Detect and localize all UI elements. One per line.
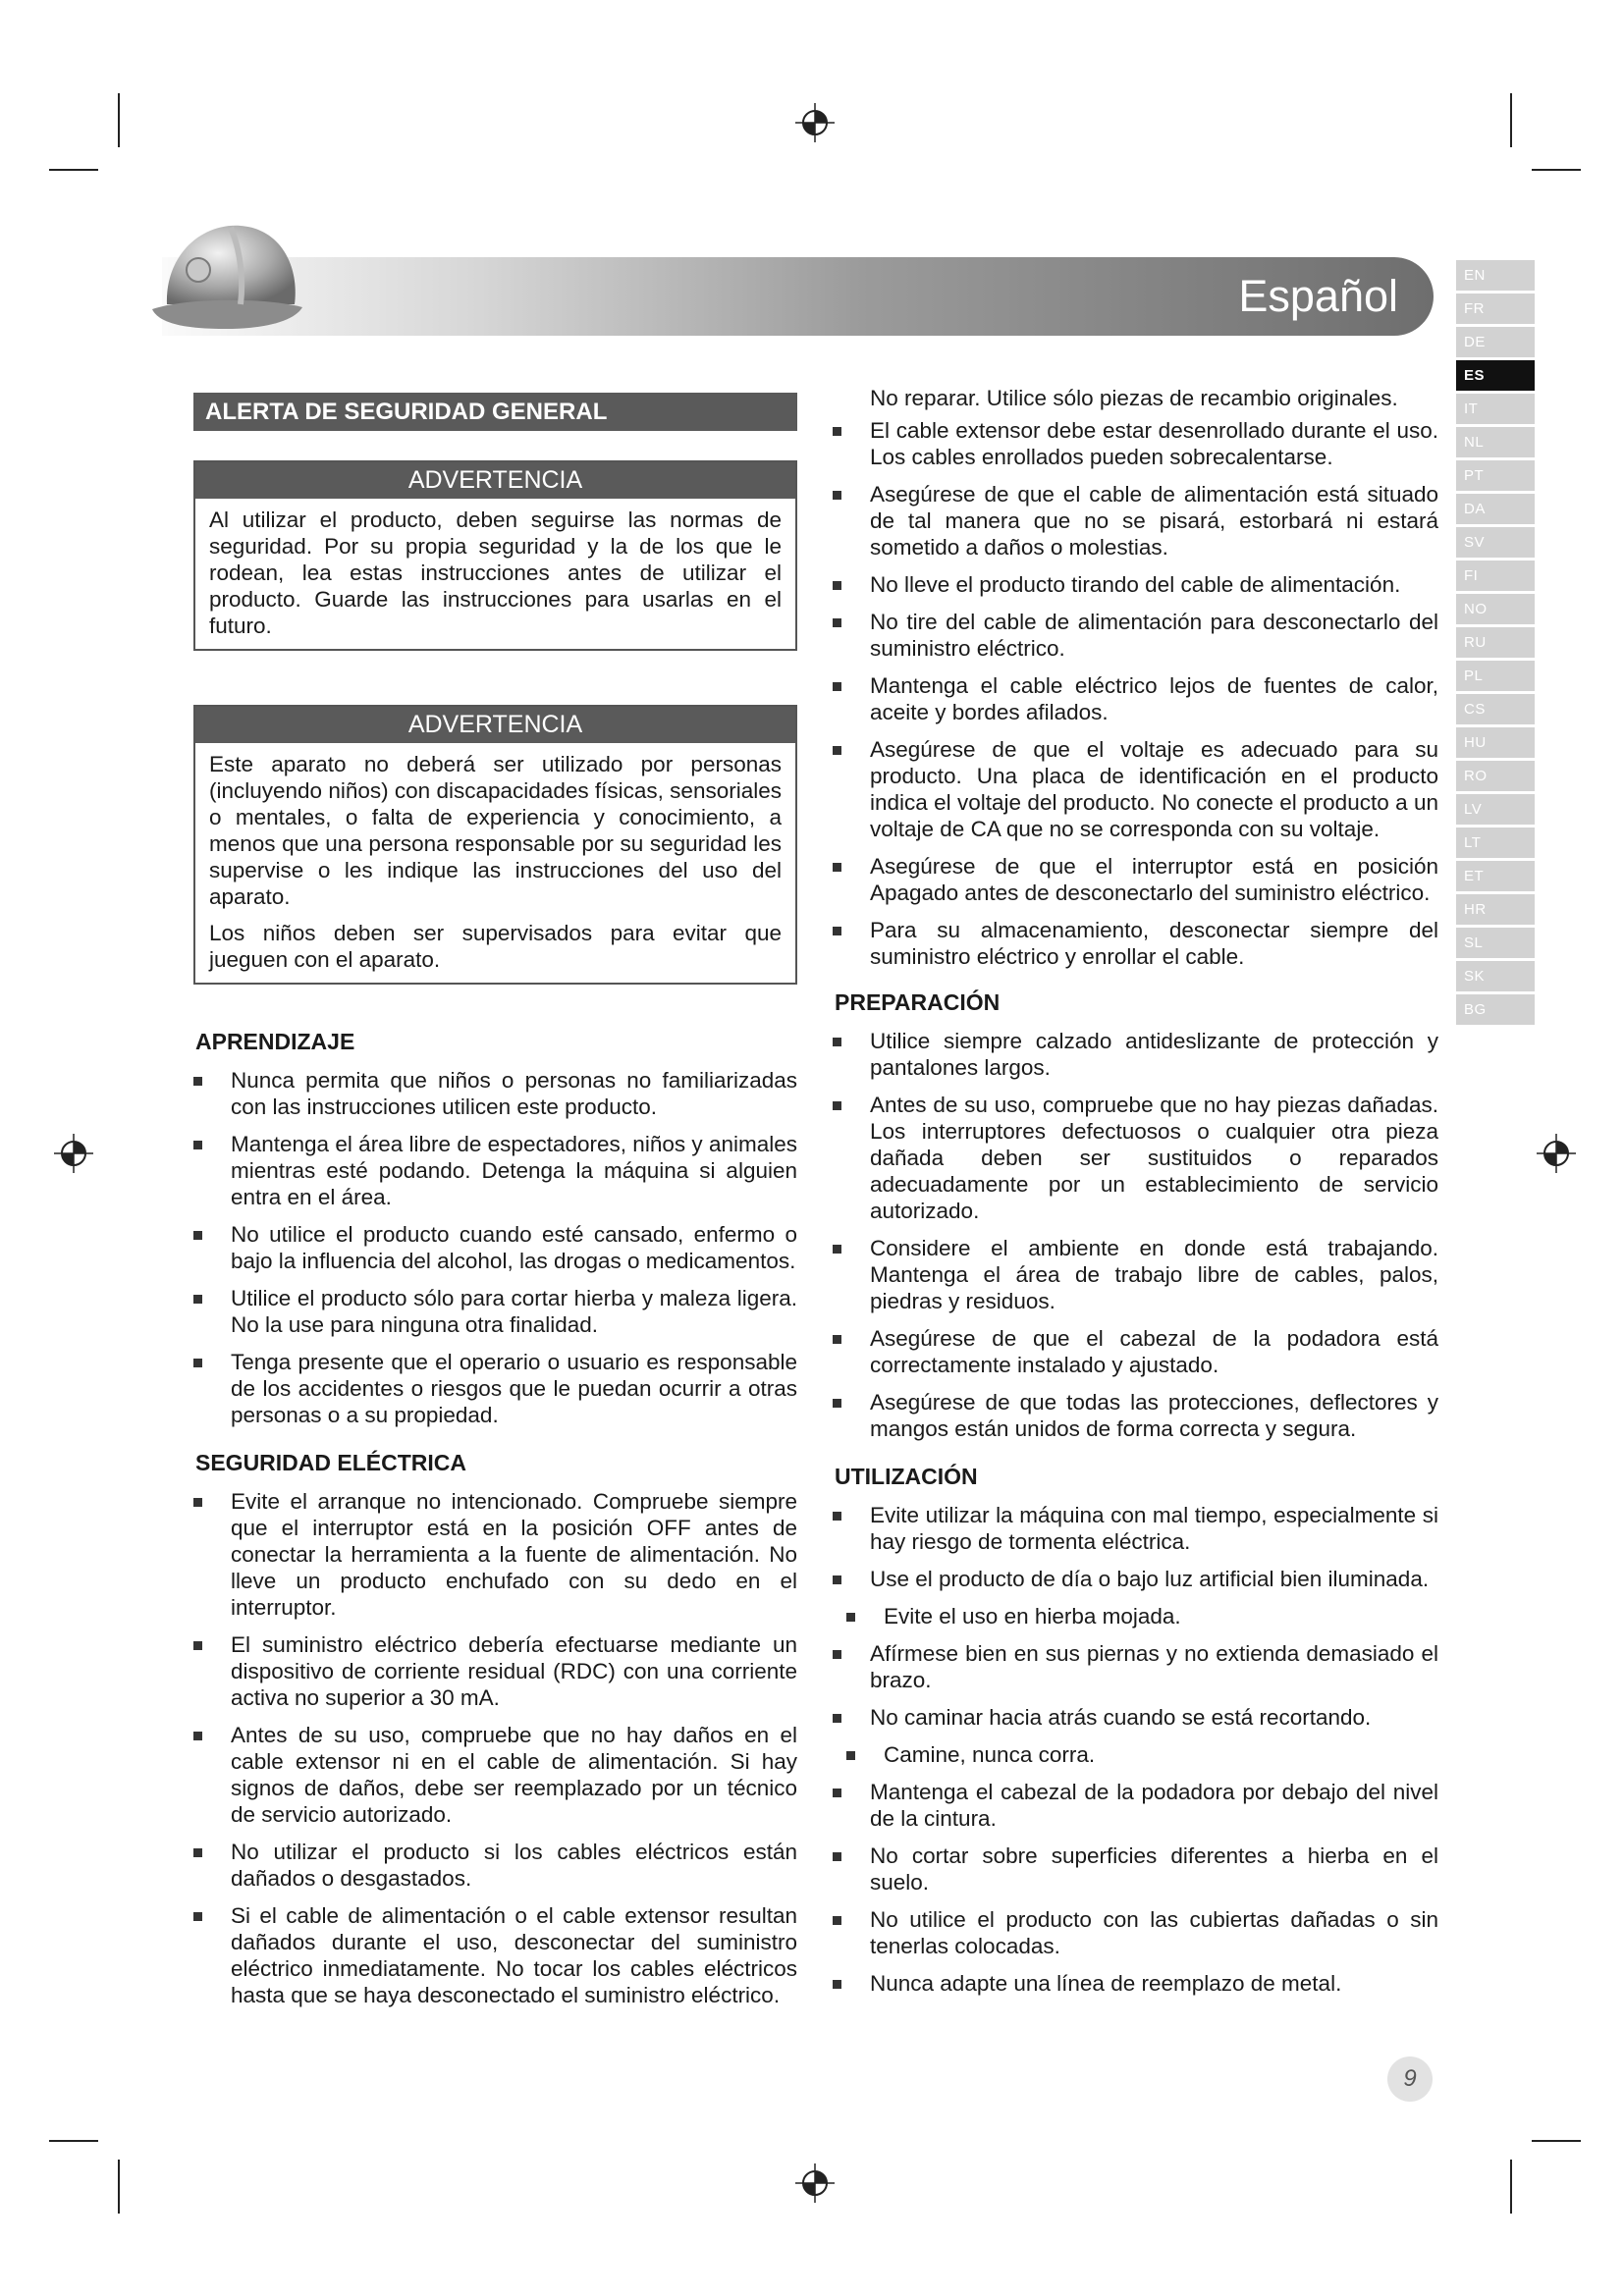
heading-preparacion: PREPARACIÓN	[835, 989, 1001, 1015]
heading-aprendizaje: APRENDIZAJE	[195, 1029, 355, 1054]
language-tab-lv[interactable]: LV	[1456, 794, 1535, 825]
list-item: Evite utilizar la máquina con mal tiempo, especialmente si hay riesgo de tormenta eléctrica.	[833, 1502, 1438, 1555]
list-item: Tenga presente que el operario o usuario es responsable de los accidentes o riesgos que le puedan ocurrir a otras personas o a su propiedad.	[193, 1349, 797, 1428]
language-tab-es[interactable]: ES	[1456, 360, 1535, 391]
list-item: El suministro eléctrico debería efectuarse mediante un dispositivo de corriente residual (RDC) con una corriente activa no superior a 30 mA.	[193, 1631, 797, 1711]
registration-mark-icon	[795, 2163, 835, 2203]
language-tab-sl[interactable]: SL	[1456, 928, 1535, 958]
list-item: Utilice el producto sólo para cortar hierba y maleza ligera. No la use para ninguna otra finalidad.	[193, 1285, 797, 1338]
warning-box	[193, 460, 797, 651]
language-tab-no[interactable]: NO	[1456, 594, 1535, 624]
list-item: Asegúrese de que el interruptor está en posición Apagado antes de desconectarlo del suministro eléctrico.	[833, 853, 1438, 906]
list-item: Use el producto de día o bajo luz artificial bien iluminada.	[833, 1566, 1438, 1592]
registration-mark-icon	[54, 1134, 93, 1173]
heading-utilizacion: UTILIZACIÓN	[835, 1464, 978, 1489]
preparacion-list	[833, 1028, 1438, 1442]
list-item: Si el cable de alimentación o el cable extensor resultan dañados durante el uso, desconectar del suministro eléctrico inmediatamente. No tocar los cables eléctricos hasta que se haya desconectado el suministro eléctrico.	[193, 1902, 797, 2008]
heading-seguridad-electrica: SEGURIDAD ELÉCTRICA	[195, 1450, 467, 1475]
left-column	[193, 393, 797, 2019]
electric-continued-list	[833, 385, 1438, 970]
crop-mark	[118, 93, 120, 147]
language-title: Español	[1238, 271, 1398, 321]
language-tab-et[interactable]: ET	[1456, 861, 1535, 891]
language-tab-de[interactable]: DE	[1456, 327, 1535, 357]
list-item: Asegúrese de que el cabezal de la podadora está correctamente instalado y ajustado.	[833, 1325, 1438, 1378]
language-tab-nl[interactable]: NL	[1456, 427, 1535, 457]
crop-mark	[49, 2140, 98, 2142]
safety-helmet-icon	[147, 211, 304, 344]
language-header-bar	[162, 257, 1434, 336]
language-tabs	[1456, 260, 1535, 1028]
list-item: No cortar sobre superficies diferentes a hierba en el suelo.	[833, 1842, 1438, 1896]
language-tab-cs[interactable]: CS	[1456, 694, 1535, 724]
list-item: No utilice el producto con las cubiertas dañadas o sin tenerlas colocadas.	[833, 1906, 1438, 1959]
registration-mark-icon	[1537, 1134, 1576, 1173]
language-tab-en[interactable]: EN	[1456, 260, 1535, 291]
language-tab-bg[interactable]: BG	[1456, 994, 1535, 1025]
list-item: No utilizar el producto si los cables eléctricos están dañados o desgastados.	[193, 1839, 797, 1892]
crop-mark	[49, 169, 98, 171]
list-item: Utilice siempre calzado antideslizante de protección y pantalones largos.	[833, 1028, 1438, 1081]
list-item: No tire del cable de alimentación para desconectarlo del suministro eléctrico.	[833, 609, 1438, 662]
warning-text: Al utilizar el producto, deben seguirse las normas de seguridad. Por su propia seguridad y la de los que le rodean, lea estas instrucciones antes de utilizar el producto. Guarde las instrucciones para usarlas en el futuro.	[209, 507, 782, 638]
list-item: Nunca adapte una línea de reemplazo de metal.	[833, 1970, 1438, 1997]
warning-text: Los niños deben ser supervisados para evitar que jueguen con el aparato.	[209, 921, 782, 972]
seguridad-electrica-list	[193, 1488, 797, 2008]
language-tab-sv[interactable]: SV	[1456, 527, 1535, 558]
list-item: Camine, nunca corra.	[833, 1741, 1438, 1768]
warning-box	[193, 705, 797, 985]
page-number: 9	[1387, 2056, 1433, 2102]
language-tab-pl[interactable]: PL	[1456, 661, 1535, 691]
crop-mark	[1532, 169, 1581, 171]
list-item: Nunca permita que niños o personas no familiarizadas con las instrucciones utilicen este producto.	[193, 1067, 797, 1120]
list-item: Evite el arranque no intencionado. Compruebe siempre que el interruptor está en la posición OFF antes de conectar la herramienta a la fuente de alimentación. No lleve un producto enchufado con su dedo en el interruptor.	[193, 1488, 797, 1621]
crop-mark	[118, 2160, 120, 2214]
aprendizaje-list	[193, 1067, 797, 1428]
language-tab-ru[interactable]: RU	[1456, 627, 1535, 658]
language-tab-pt[interactable]: PT	[1456, 460, 1535, 491]
list-item: Mantenga el cable eléctrico lejos de fuentes de calor, aceite y bordes afilados.	[833, 672, 1438, 725]
right-column	[833, 385, 1438, 2007]
warning-title: ADVERTENCIA	[195, 707, 795, 743]
language-tab-it[interactable]: IT	[1456, 394, 1535, 424]
crop-mark	[1510, 93, 1512, 147]
list-item: Considere el ambiente en donde está trabajando. Mantenga el área de trabajo libre de cables, palos, piedras y residuos.	[833, 1235, 1438, 1314]
list-item: Asegúrese de que todas las protecciones, deflectores y mangos están unidos de forma correcta y segura.	[833, 1389, 1438, 1442]
list-item: Antes de su uso, compruebe que no hay daños en el cable extensor ni en el cable de alimentación. Si hay signos de daños, debe ser reemplazado por un técnico de servicio autorizado.	[193, 1722, 797, 1828]
list-item: Para su almacenamiento, desconectar siempre del suministro eléctrico y enrollar el cable.	[833, 917, 1438, 970]
list-item: No utilice el producto cuando esté cansado, enfermo o bajo la influencia del alcohol, las drogas o medicamentos.	[193, 1221, 797, 1274]
list-item: Mantenga el cabezal de la podadora por debajo del nivel de la cintura.	[833, 1779, 1438, 1832]
list-item: Afírmese bien en sus piernas y no extienda demasiado el brazo.	[833, 1640, 1438, 1693]
language-tab-da[interactable]: DA	[1456, 494, 1535, 524]
list-item: No lleve el producto tirando del cable de alimentación.	[833, 571, 1438, 598]
crop-mark	[1532, 2140, 1581, 2142]
language-tab-fi[interactable]: FI	[1456, 561, 1535, 591]
list-item: Asegúrese de que el cable de alimentación está situado de tal manera que no se pisará, estorbará ni estará sometido a daños o molestias.	[833, 481, 1438, 561]
language-tab-lt[interactable]: LT	[1456, 828, 1535, 858]
language-tab-sk[interactable]: SK	[1456, 961, 1535, 991]
language-tab-hu[interactable]: HU	[1456, 727, 1535, 758]
list-item: Evite el uso en hierba mojada.	[833, 1603, 1438, 1629]
list-item: Asegúrese de que el voltaje es adecuado para su producto. Una placa de identificación en el producto indica el voltaje del producto. No conecte el producto a un voltaje de CA que no se corresponda con su voltaje.	[833, 736, 1438, 842]
language-tab-hr[interactable]: HR	[1456, 894, 1535, 925]
language-tab-fr[interactable]: FR	[1456, 294, 1535, 324]
language-tab-ro[interactable]: RO	[1456, 761, 1535, 791]
list-item: El cable extensor debe estar desenrollado durante el uso. Los cables enrollados pueden sobrecalentarse.	[833, 417, 1438, 470]
registration-mark-icon	[795, 103, 835, 142]
section-title-general-safety: ALERTA DE SEGURIDAD GENERAL	[193, 393, 797, 431]
list-item: No caminar hacia atrás cuando se está recortando.	[833, 1704, 1438, 1731]
warning-title: ADVERTENCIA	[195, 462, 795, 499]
list-item: Antes de su uso, compruebe que no hay piezas dañadas. Los interruptores defectuosos o cualquier otra pieza dañada deben ser sustituidos o reparados adecuadamente por un establecimiento de servicio autorizado.	[833, 1092, 1438, 1224]
crop-mark	[1510, 2160, 1512, 2214]
list-item: Mantenga el área libre de espectadores, niños y animales mientras esté podando. Detenga la máquina si alguien entra en el área.	[193, 1131, 797, 1210]
utilizacion-list	[833, 1502, 1438, 1997]
list-item-continued: No reparar. Utilice sólo piezas de recambio originales.	[870, 386, 1398, 410]
warning-text: Este aparato no deberá ser utilizado por personas (incluyendo niños) con discapacidades físicas, sensoriales o mentales, o falta de experiencia y conocimiento, a menos que una persona responsable por su seguridad les supervise o les indique las instrucciones del uso del aparato.	[209, 752, 782, 909]
